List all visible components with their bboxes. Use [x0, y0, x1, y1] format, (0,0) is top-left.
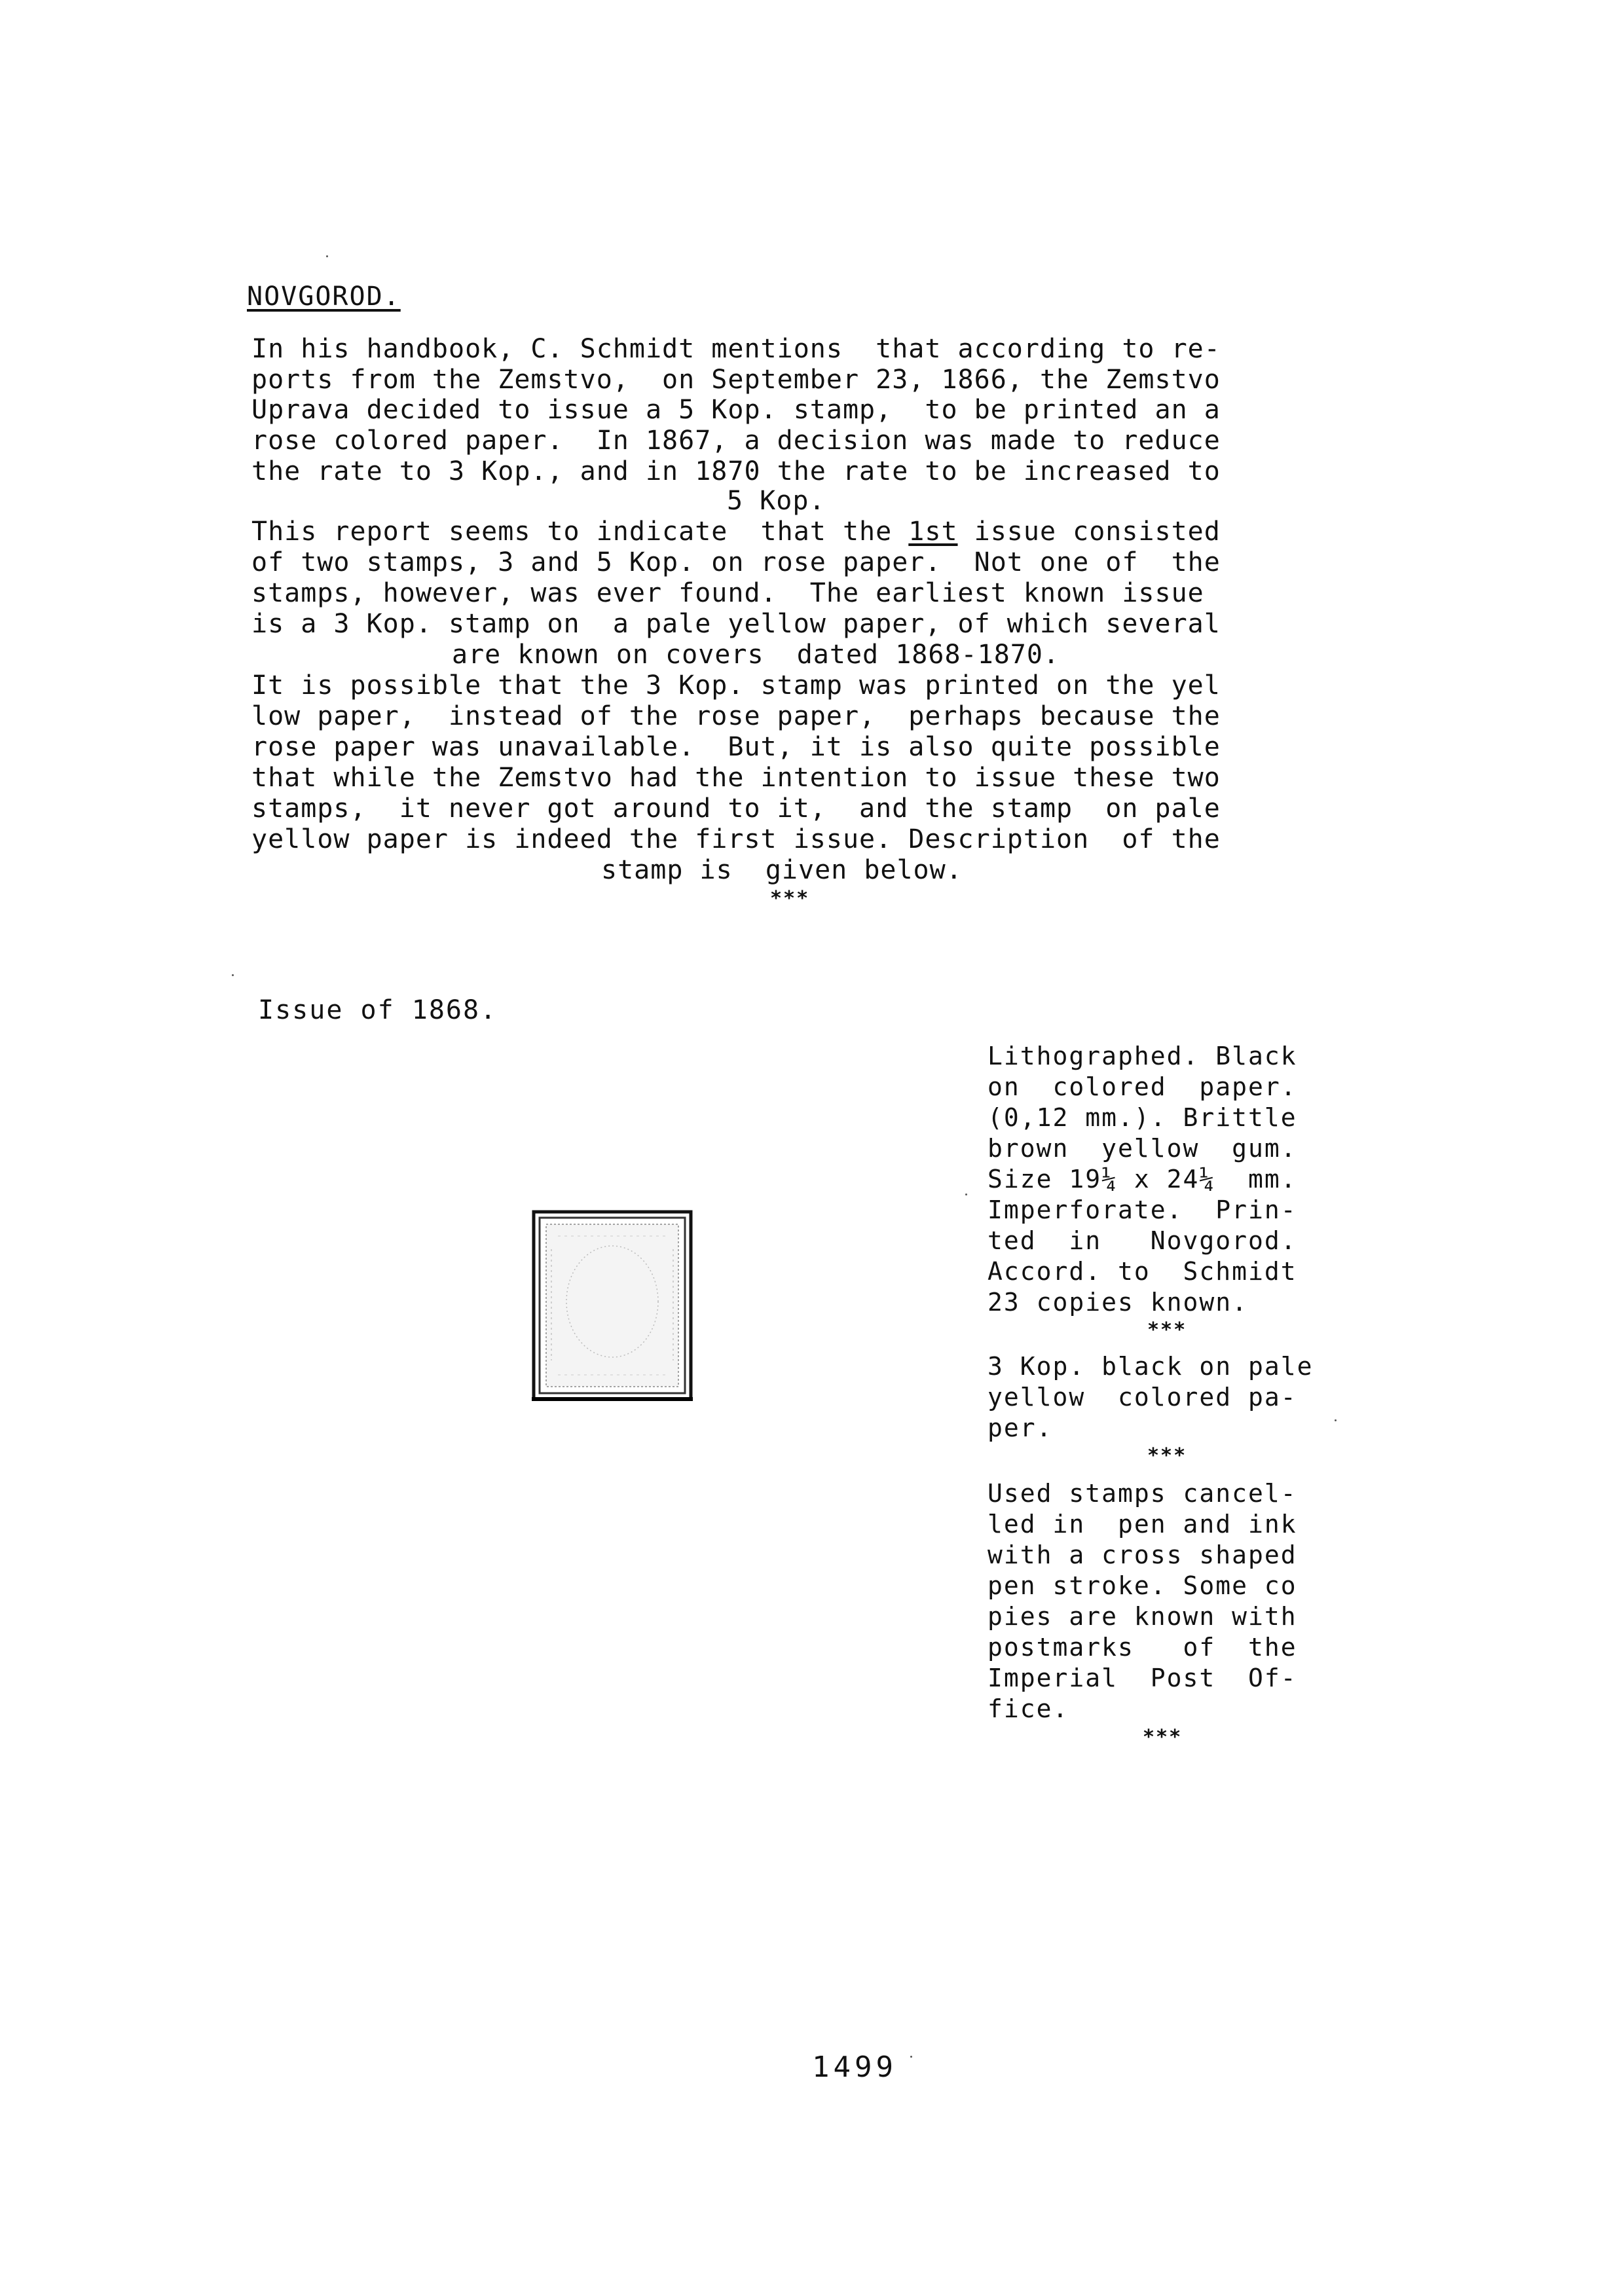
- body-line: of two stamps, 3 and 5 Kop. on rose paper. Not one of the: [251, 547, 1221, 577]
- description-line: on colored paper.: [987, 1072, 1297, 1101]
- scan-speck: [910, 2056, 912, 2058]
- body-line-part: issue consisted: [957, 517, 1221, 547]
- description-line: brown yellow gum.: [987, 1134, 1297, 1163]
- description-line: led in pen and ink: [987, 1510, 1297, 1539]
- body-line: [251, 517, 1221, 547]
- scan-speck: [326, 255, 328, 257]
- section-heading: NOVGOROD.: [247, 282, 401, 312]
- description-line: pies are known with: [987, 1602, 1297, 1631]
- description-line: 3 Kop. black on pale: [987, 1352, 1314, 1381]
- separator-stars: ***: [1147, 1319, 1187, 1341]
- description-line: Imperial Post Of-: [987, 1664, 1297, 1692]
- body-line-part: This report seems to indicate that the: [251, 517, 909, 547]
- separator-stars: ***: [1143, 1726, 1183, 1749]
- body-line: 5 Kop.: [727, 486, 826, 516]
- description-line: postmarks of the: [987, 1633, 1297, 1662]
- description-line: Lithographed. Black: [987, 1042, 1297, 1070]
- description-line: (0,12 mm.). Brittle: [987, 1103, 1297, 1132]
- description-line: yellow colored pa-: [987, 1383, 1297, 1412]
- stamp-image: [532, 1210, 693, 1401]
- description-line: Used stamps cancel-: [987, 1479, 1297, 1508]
- body-line: low paper, instead of the rose paper, perhaps because the: [251, 701, 1221, 731]
- description-line: per.: [987, 1413, 1053, 1442]
- body-line: Uprava decided to issue a 5 Kop. stamp, to be printed an a: [251, 395, 1221, 425]
- description-line: ted in Novgorod.: [987, 1226, 1297, 1255]
- body-line: that while the Zemstvo had the intention to issue these two: [251, 763, 1221, 793]
- body-line: In his handbook, C. Schmidt mentions that according to re-: [251, 334, 1221, 364]
- description-line: Imperforate. Prin-: [987, 1195, 1297, 1224]
- description-line: fice.: [987, 1694, 1069, 1723]
- description-line: with a cross shaped: [987, 1540, 1297, 1569]
- issue-heading: Issue of 1868.: [258, 995, 498, 1025]
- scan-speck: [232, 974, 234, 976]
- body-line: It is possible that the 3 Kop. stamp was printed on the yel: [251, 670, 1221, 701]
- description-line: Size 19¼ x 24¼ mm.: [987, 1165, 1297, 1194]
- separator-stars: ***: [1147, 1444, 1187, 1467]
- description-line: 23 copies known.: [987, 1288, 1249, 1317]
- page-number: 1499: [812, 2050, 897, 2084]
- body-line: yellow paper is indeed the first issue. Description of the: [251, 824, 1221, 854]
- body-line: stamps, however, was ever found. The earliest known issue: [251, 578, 1204, 608]
- description-line: pen stroke. Some co: [987, 1571, 1297, 1600]
- body-line: is a 3 Kop. stamp on a pale yellow paper, of which several: [251, 609, 1221, 639]
- body-line: ports from the Zemstvo, on September 23, 1866, the Zemstvo: [251, 365, 1221, 395]
- body-line: are known on covers dated 1868-1870.: [452, 640, 1060, 670]
- body-line: rose paper was unavailable. But, it is also quite possible: [251, 732, 1221, 762]
- description-line: Accord. to Schmidt: [987, 1257, 1297, 1286]
- body-line: rose colored paper. In 1867, a decision was made to reduce: [251, 426, 1221, 456]
- separator-stars: ***: [770, 887, 810, 910]
- ordinal-first: 1st: [908, 517, 958, 547]
- scan-speck: [965, 1194, 967, 1195]
- body-line: stamp is given below.: [601, 855, 963, 885]
- body-line: the rate to 3 Kop., and in 1870 the rate to be increased to: [251, 456, 1221, 486]
- body-line: stamps, it never got around to it, and the stamp on pale: [251, 793, 1221, 824]
- scan-speck: [1335, 1419, 1337, 1421]
